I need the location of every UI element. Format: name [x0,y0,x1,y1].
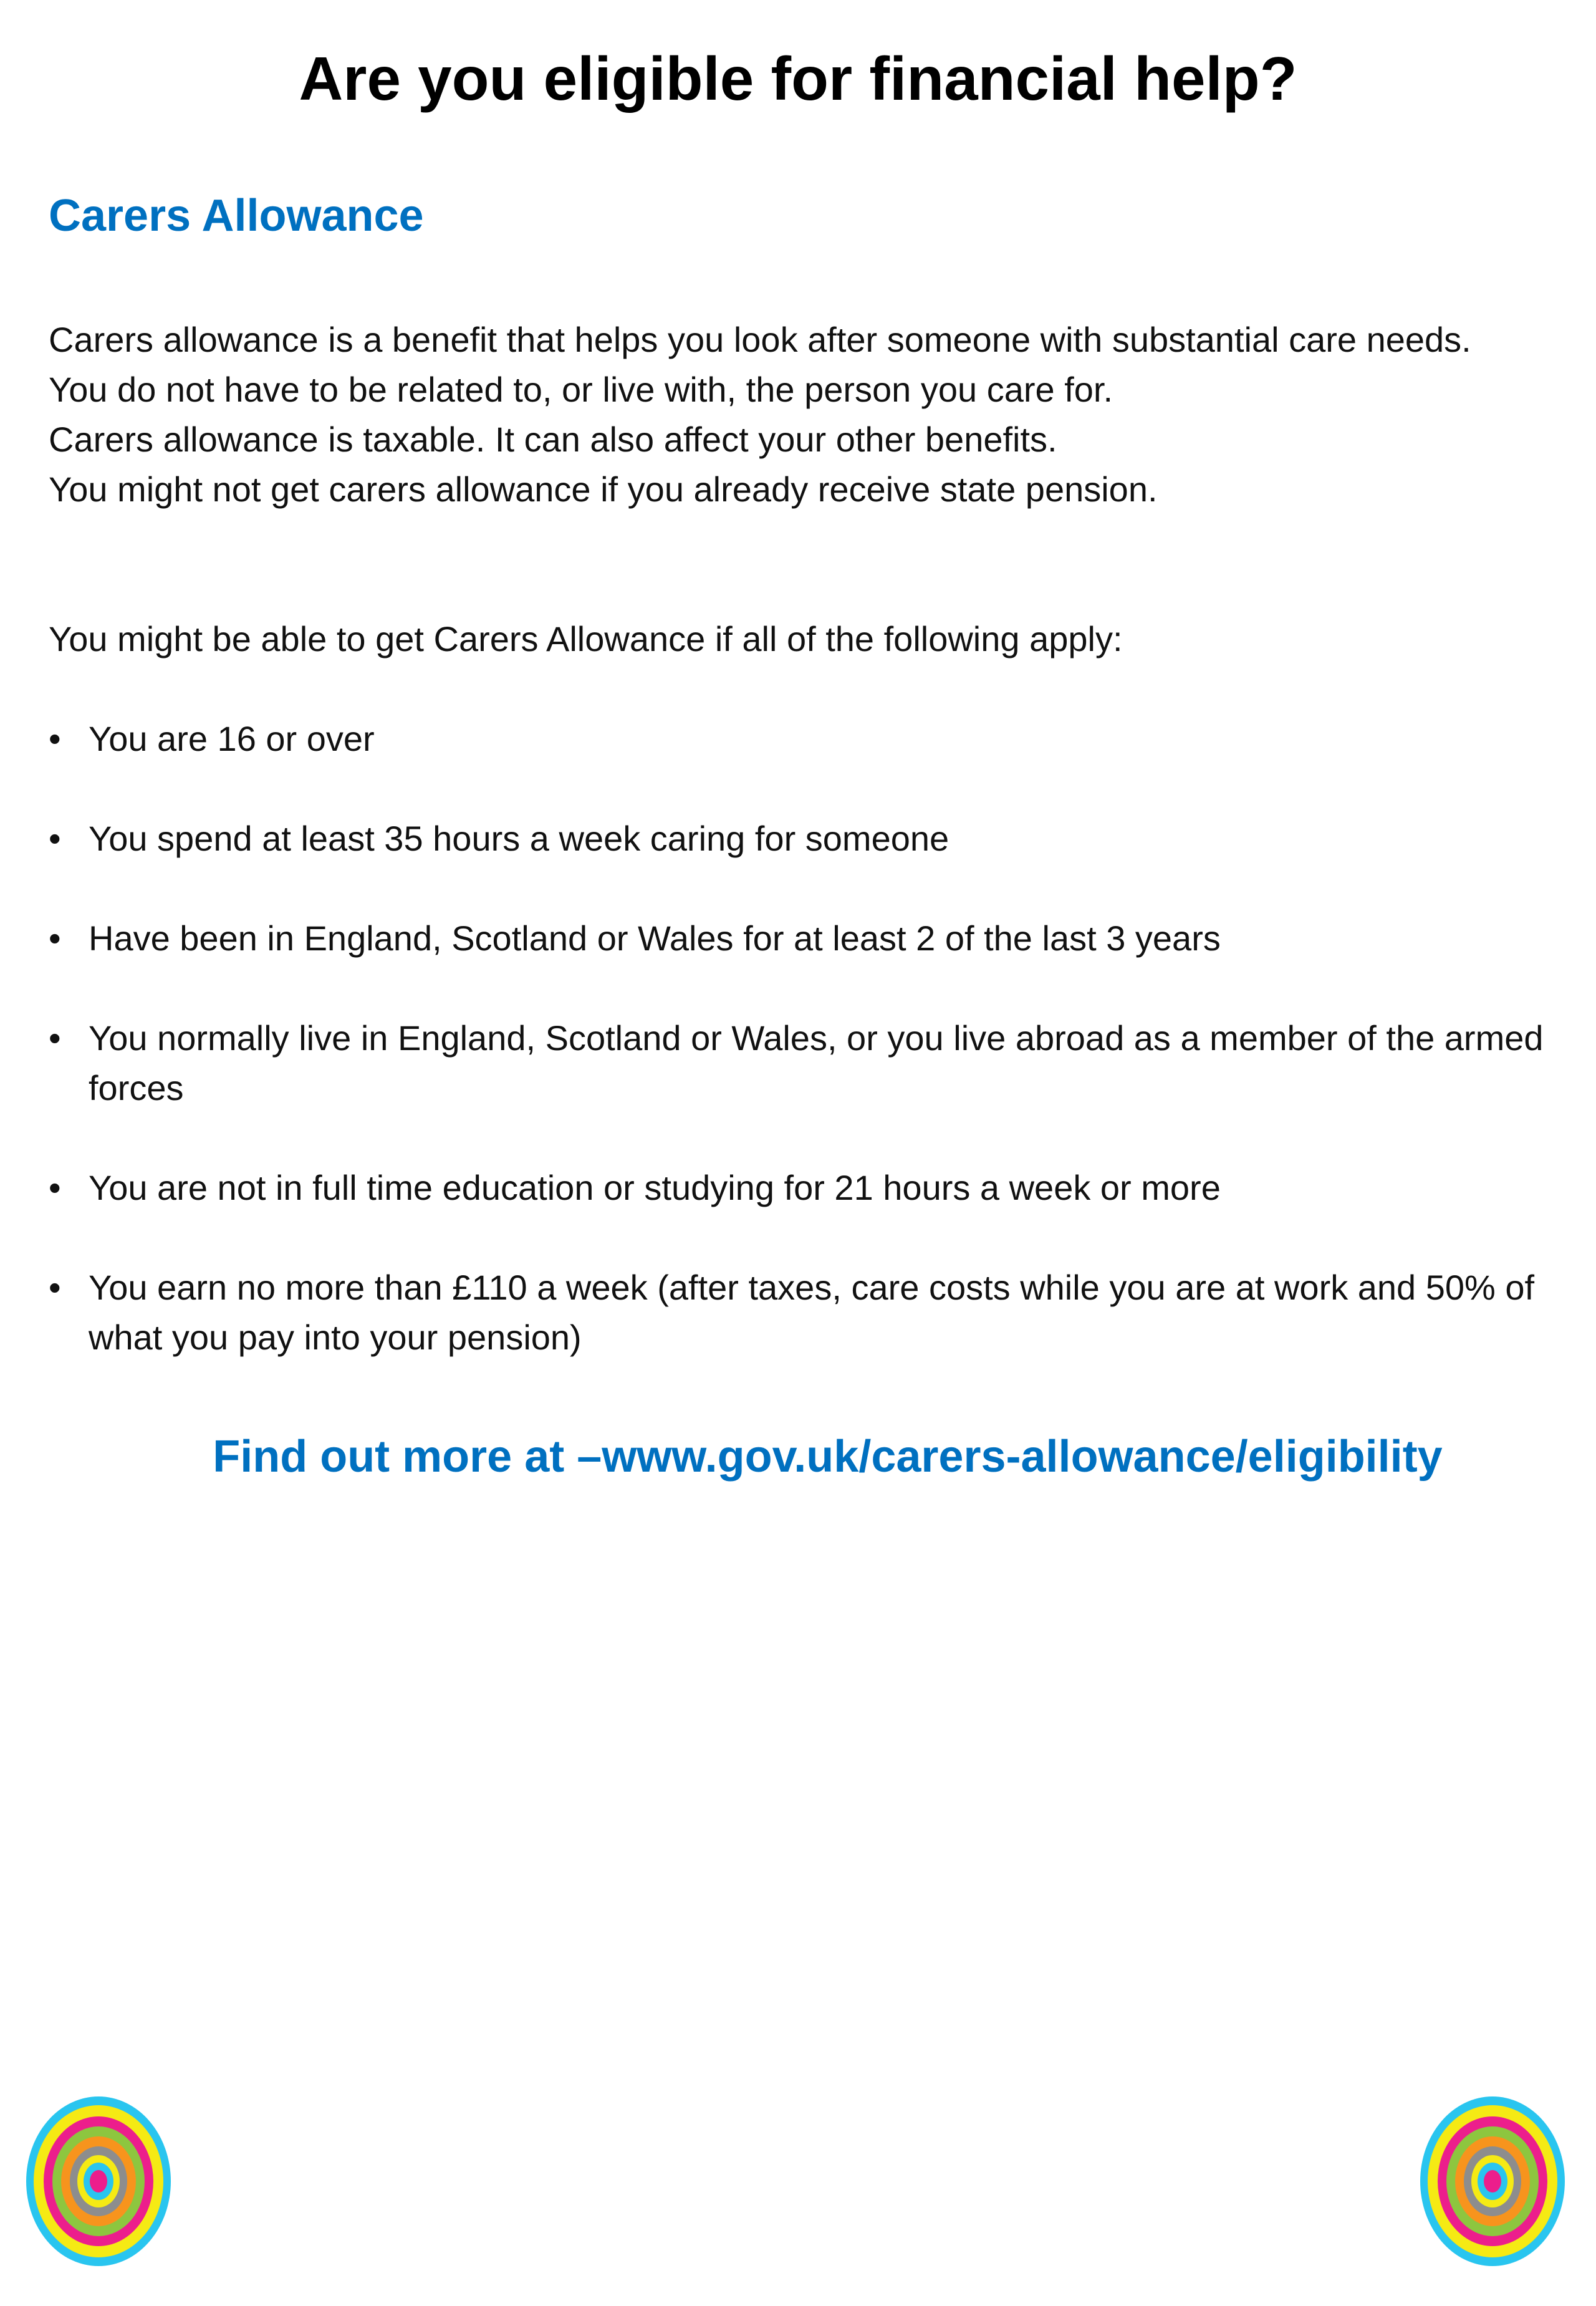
bullet-icon: • [49,1268,61,1307]
list-item-text: You are 16 or over [89,719,375,758]
bullet-icon: • [49,1018,61,1058]
list-item [49,814,1557,864]
section-heading: Carers Allowance [49,191,424,241]
bullet-icon: • [49,919,61,958]
intro-paragraph [49,315,1545,514]
logo-ring [90,2170,107,2193]
list-item-text: You spend at least 35 hours a week caring for someone [89,819,949,858]
list-item-text: Have been in England, Scotland or Wales for at least 2 of the last 3 years [89,919,1221,958]
find-out-more-link[interactable]: Find out more at –www.gov.uk/carers-allowance/eligibility [213,1432,1443,1482]
bullet-icon: • [49,819,61,858]
eligibility-lead: You might be able to get Carers Allowance if all of the following apply: [49,619,1123,659]
concentric-rings-logo-icon [1419,2095,1566,2267]
list-item-text: You normally live in England, Scotland or Wales, or you live abroad as a member of the armed forces [89,1018,1544,1107]
list-item [49,1263,1557,1363]
logo-ring [1484,2170,1501,2193]
eligibility-list [49,714,1557,1412]
list-item-text: You are not in full time education or studying for 21 hours a week or more [89,1168,1221,1207]
list-item [49,1013,1557,1113]
bullet-icon: • [49,1168,61,1207]
bullet-icon: • [49,719,61,758]
concentric-rings-logo-icon [25,2095,172,2267]
list-item [49,1163,1557,1213]
list-item [49,714,1557,764]
intro-line: Carers allowance is taxable. It can also affect your other benefits. [49,420,1057,459]
intro-line: Carers allowance is a benefit that helps you look after someone with substantial care needs. [49,320,1471,359]
intro-line: You might not get carers allowance if you already receive state pension. [49,470,1158,509]
list-item [49,914,1557,963]
list-item-text: You earn no more than £110 a week (after taxes, care costs while you are at work and 50% of what you pay into your pension) [89,1268,1535,1357]
intro-line: You do not have to be related to, or live with, the person you care for. [49,370,1113,409]
page-title: Are you eligible for financial help? [299,44,1297,113]
